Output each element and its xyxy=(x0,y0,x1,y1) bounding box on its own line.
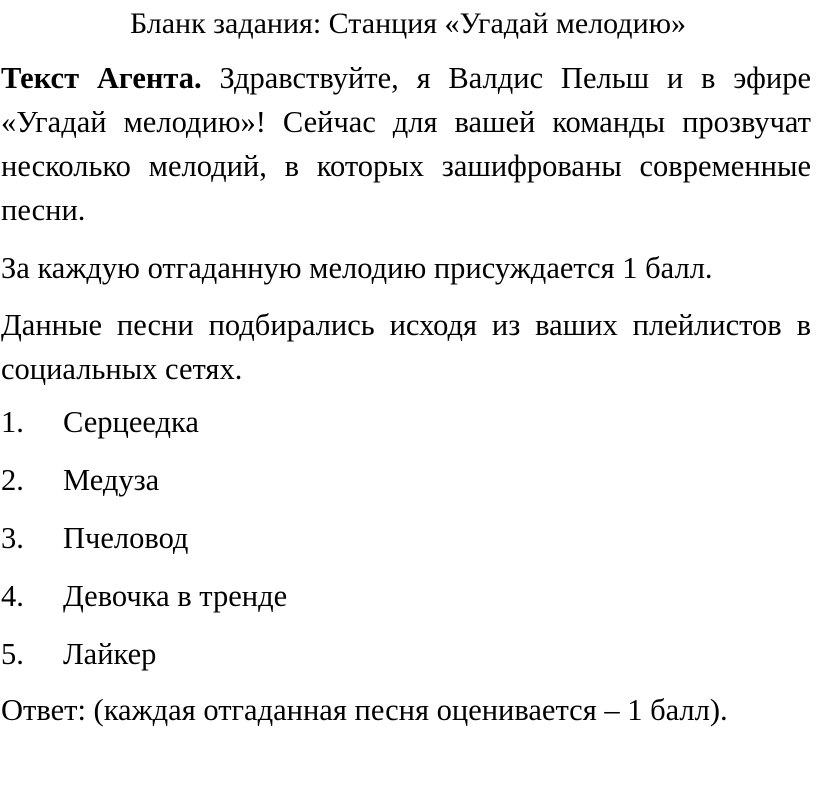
list-item-number: 2. xyxy=(1,463,24,497)
list-item-title: Серцеедка xyxy=(63,405,199,439)
list-item xyxy=(0,632,816,690)
agent-intro-text: Здравствуйте, я Валдис Пельш и в эфире «Угадай мелодию»! Сейчас для вашей команды прозвучат несколько мелодий, в которых зашифрованы современные песни. xyxy=(1,61,811,227)
song-source-paragraph: Данные песни подбирались исходя из ваших плейлистов в социальных сетях. xyxy=(1,308,811,386)
list-item-title: Пчеловод xyxy=(63,521,189,555)
list-item xyxy=(0,400,816,458)
list-item xyxy=(0,574,816,632)
list-item-title: Лайкер xyxy=(63,637,157,671)
agent-intro-paragraph xyxy=(1,56,811,232)
list-item-number: 3. xyxy=(1,521,24,555)
list-item-title: Медуза xyxy=(63,463,160,497)
answer-paragraph: Ответ: (каждая отгаданная песня оценивается – 1 балл). xyxy=(1,693,728,727)
page-title: Бланк задания: Станция «Угадай мелодию» xyxy=(129,7,687,40)
list-item xyxy=(0,458,816,516)
list-item xyxy=(0,516,816,574)
agent-label: Текст Агента. xyxy=(1,61,202,95)
list-item-number: 1. xyxy=(1,405,24,439)
scoring-rule-paragraph: За каждую отгаданную мелодию присуждается 1 балл. xyxy=(1,251,713,285)
list-item-title: Девочка в тренде xyxy=(63,579,288,613)
list-item-number: 4. xyxy=(1,579,24,613)
song-list xyxy=(0,400,816,690)
list-item-number: 5. xyxy=(1,637,24,671)
